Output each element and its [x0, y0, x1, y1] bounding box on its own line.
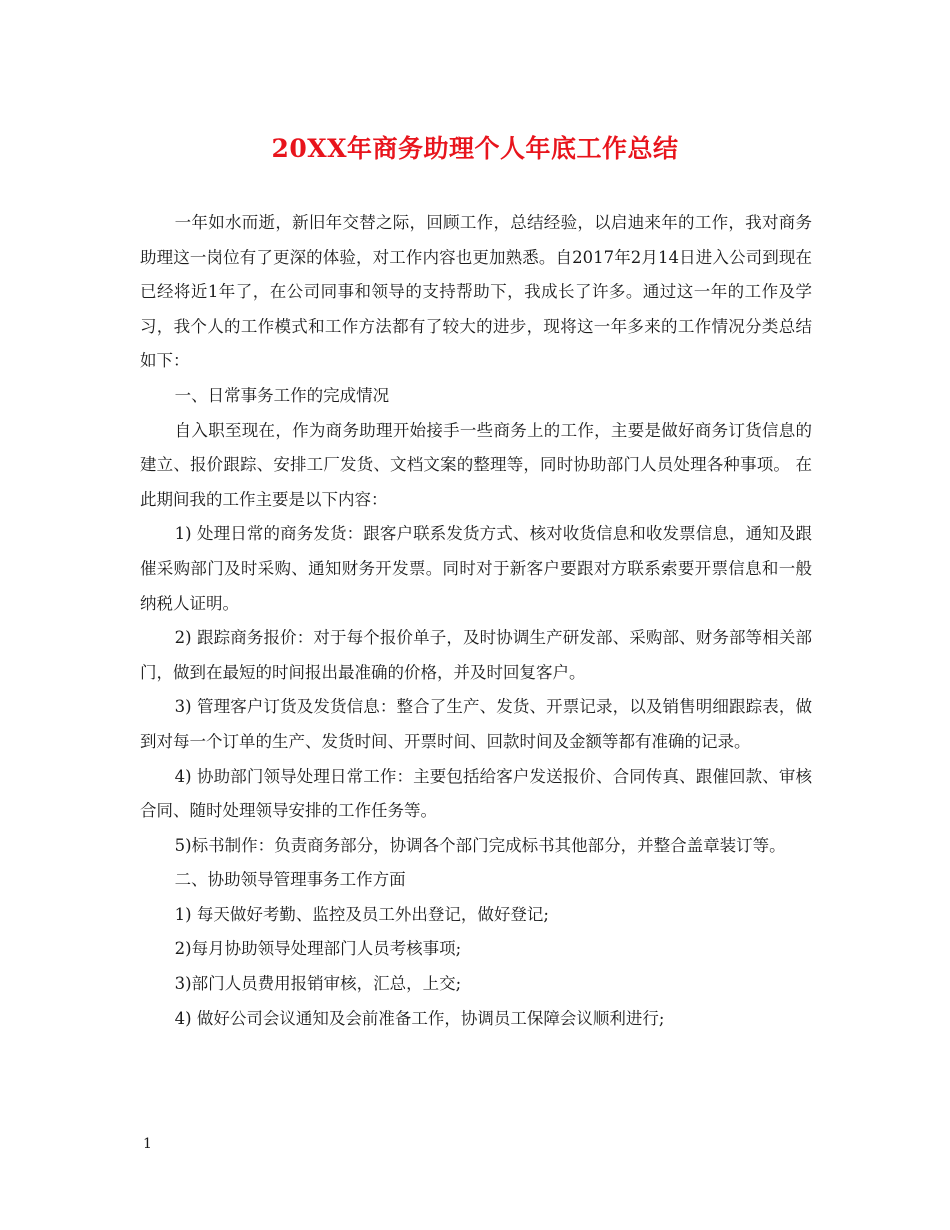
section-heading: 一、日常事务工作的完成情况: [174, 385, 390, 405]
list-item: 1) 处理日常的商务发货：跟客户联系发货方式、核对收货信息和收发票信息，通知及跟催采购部门及时采购、通知财务开发票。同时对于新客户要跟对方联系索要开票信息和一般纳税人证明。: [140, 524, 812, 613]
list-item: 3)部门人员费用报销审核，汇总，上交;: [174, 974, 462, 994]
document-body: [140, 206, 812, 1036]
list-item: 5)标书制作：负责商务部分，协调各个部门完成标书其他部分，并整合盖章装订等。: [174, 835, 786, 855]
list-item: 4) 做好公司会议通知及会前准备工作，协调员工保障会议顺利进行;: [174, 1008, 665, 1028]
list-item: 2) 跟踪商务报价：对于每个报价单子，及时协调生产研发部、采购部、财务部等相关部门，做到在最短的时间报出最准确的价格，并及时回复客户。: [140, 628, 812, 682]
list-item: 4) 协助部门领导处理日常工作：主要包括给客户发送报价、合同传真、跟催回款、审核合同、随时处理领导安排的工作任务等。: [140, 766, 812, 821]
document-title: 20XX年商务助理个人年底工作总结: [271, 134, 679, 163]
list-item: 2)每月协助领导处理部门人员考核事项;: [174, 939, 462, 959]
list-item: 1) 每天做好考勤、监控及员工外出登记，做好登记;: [174, 904, 549, 924]
paragraph: 自入职至现在，作为商务助理开始接手一些商务上的工作，主要是做好商务订货信息的建立、报价跟踪、安排工厂发货、文档文案的整理等，同时协助部门人员处理各种事项。 在此期间我的工作主要是以下内容：: [140, 420, 812, 509]
list-item: 3) 管理客户订货及发货信息：整合了生产、发货、开票记录，以及销售明细跟踪表，做到对每一个订单的生产、发货时间、开票时间、回款时间及金额等都有准确的记录。: [140, 697, 812, 751]
paragraph: 一年如水而逝，新旧年交替之际，回顾工作，总结经验，以启迪来年的工作，我对商务助理这一岗位有了更深的体验，对工作内容也更加熟悉。自2017年2月14日进入公司到现在已经将近1年了，在公司同事和领导的支持帮助下，我成长了许多。通过这一年的工作及学习，我个人的工作模式和工作方法都有了较大的进步，现将这一年多来的工作情况分类总结如下：: [140, 213, 812, 371]
page-number: 1: [143, 1136, 152, 1152]
section-heading: 二、协助领导管理事务工作方面: [174, 870, 406, 890]
